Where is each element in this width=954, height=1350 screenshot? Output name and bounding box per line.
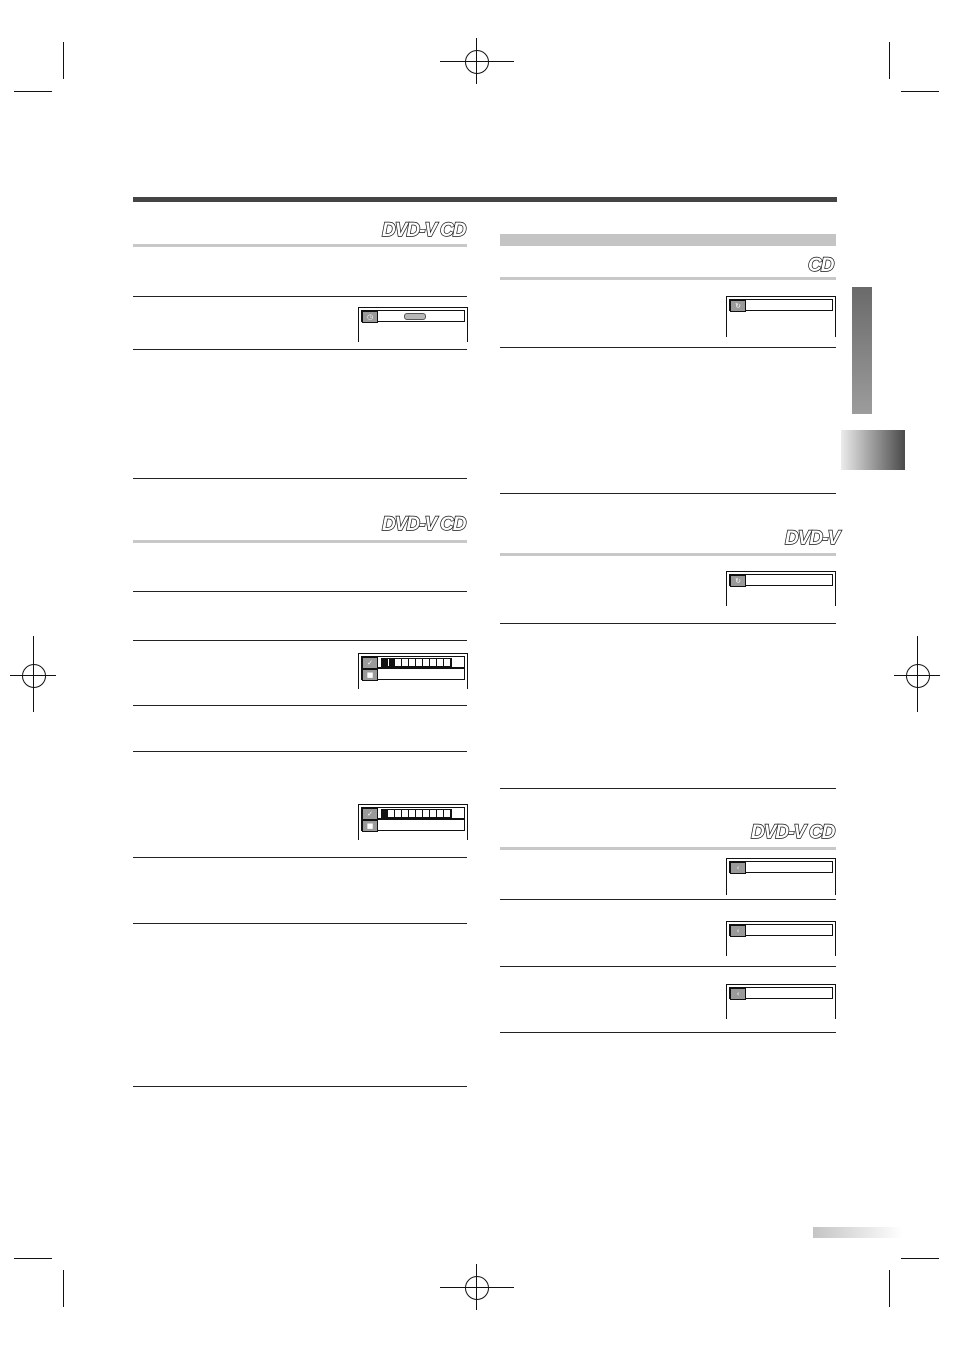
crop-mark-bl-v (63, 1270, 64, 1307)
pointer-icon: ✓ (362, 808, 378, 820)
step-divider (133, 591, 467, 592)
crop-mark-bl-h (14, 1258, 52, 1259)
progress-segment (410, 659, 416, 666)
progress-segment (396, 659, 402, 666)
progress-segment (431, 810, 437, 817)
step-divider (500, 623, 836, 624)
screen-display (358, 307, 468, 342)
registration-line (917, 636, 918, 712)
screen-display (358, 653, 468, 689)
screen-display (358, 804, 468, 840)
section-banner (500, 234, 836, 246)
side-tab-section (852, 287, 872, 414)
pointer-icon: ↻ (730, 300, 746, 312)
pointer-icon: ‹ (730, 862, 746, 874)
registration-mark-bottom (465, 1276, 489, 1300)
step-divider (500, 899, 836, 900)
step-divider (500, 966, 836, 967)
registration-line (440, 1287, 514, 1288)
pointer-icon: ↻ (730, 575, 746, 587)
progress-segment (445, 810, 451, 817)
registration-mark-top (465, 50, 489, 74)
crop-mark-tr-v (889, 42, 890, 79)
crop-mark-br-h (901, 1258, 939, 1259)
step-divider (500, 493, 836, 494)
dvd-video-badge: DVD-V (751, 822, 806, 843)
screen-display (726, 921, 836, 956)
progress-segment (410, 810, 416, 817)
progress-indicator (381, 658, 452, 667)
registration-mark-left (22, 664, 46, 688)
step-divider (133, 1086, 467, 1087)
section-underline (500, 277, 836, 280)
cd-badge: CD (440, 220, 466, 241)
step-divider (500, 347, 836, 348)
cd-badge: CD (809, 822, 835, 843)
screen-display (726, 984, 836, 1019)
crop-mark-tl-v (63, 42, 64, 79)
side-tab-chapter (841, 430, 905, 470)
section-underline (133, 244, 467, 247)
pointer-icon: ‹ (730, 988, 746, 1000)
cd-badge: CD (440, 514, 466, 535)
step-divider (133, 478, 467, 479)
progress-segment (438, 810, 444, 817)
step-divider (133, 705, 467, 706)
progress-segment (396, 810, 402, 817)
progress-segment (403, 659, 409, 666)
progress-segment (424, 659, 430, 666)
progress-segment (438, 659, 444, 666)
crop-mark-tr-h (901, 91, 939, 92)
crop-mark-br-v (889, 1270, 890, 1307)
progress-segment (445, 659, 451, 666)
step-divider (133, 857, 467, 858)
pointer-icon: ‹ (730, 925, 746, 937)
registration-line (476, 38, 477, 84)
progress-segment (417, 659, 423, 666)
registration-line (440, 61, 514, 62)
progress-segment (389, 659, 395, 666)
setting-indicator (404, 313, 426, 320)
step-divider (500, 1032, 836, 1033)
section-underline (500, 553, 836, 556)
progress-segment (382, 659, 388, 666)
screen-display (726, 858, 836, 895)
registration-line (476, 1264, 477, 1310)
progress-segment (431, 659, 437, 666)
section-underline (133, 540, 467, 543)
dvd-video-badge: DVD-V (382, 514, 437, 535)
step-divider (133, 640, 467, 641)
clock-icon: ◷ (362, 311, 378, 323)
step-divider (133, 296, 467, 297)
step-divider (133, 923, 467, 924)
step-divider (133, 751, 467, 752)
dvd-video-badge: DVD-V (785, 528, 840, 549)
progress-segment (424, 810, 430, 817)
step-divider (133, 349, 467, 350)
pointer-icon: ✓ (362, 657, 378, 669)
progress-segment (389, 810, 395, 817)
header-rule (133, 197, 837, 202)
step-divider (500, 788, 836, 789)
crop-mark-tl-h (14, 91, 52, 92)
registration-mark-right (906, 664, 930, 688)
progress-segment (403, 810, 409, 817)
marker-icon: ■ (362, 820, 378, 832)
dvd-video-badge: DVD-V (382, 220, 437, 241)
page-number-tab (813, 1227, 903, 1238)
progress-indicator (381, 809, 452, 818)
marker-icon: ■ (362, 669, 378, 681)
screen-display (726, 571, 836, 606)
registration-line (33, 636, 34, 712)
screen-display (726, 296, 836, 337)
cd-badge: CD (808, 255, 834, 276)
progress-segment (382, 810, 388, 817)
progress-segment (417, 810, 423, 817)
section-underline (500, 847, 836, 850)
